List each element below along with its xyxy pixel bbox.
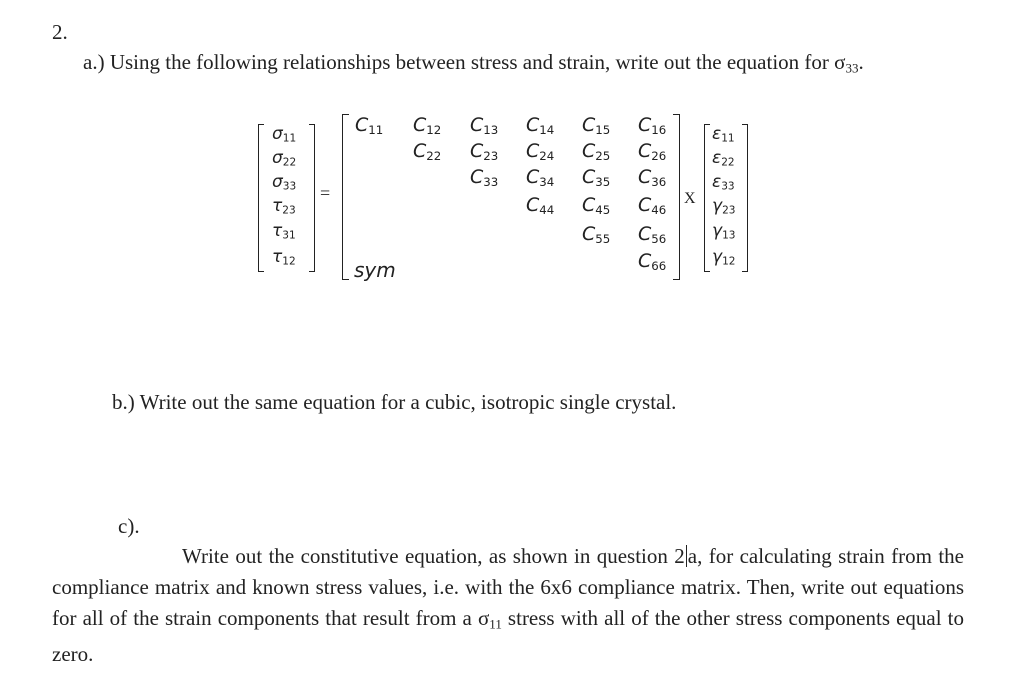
matrix-cell-c15: $C_{15}$ bbox=[582, 114, 611, 137]
part-a-prompt: a.) Using the following relationships between stress and strain, write out the equation for $\sigma_{33}$. bbox=[83, 50, 864, 76]
part-c-text-start: Write out the constitutive equation, as shown in question 2 bbox=[182, 544, 685, 568]
matrix-cell-c34: $C_{34}$ bbox=[526, 166, 555, 189]
sym-label: sym bbox=[354, 258, 396, 282]
strain-component-22: $\varepsilon_{22}$ bbox=[712, 148, 735, 169]
question-number: 2. bbox=[52, 20, 68, 44]
matrix-cell-c12: $C_{12}$ bbox=[413, 114, 442, 137]
matrix-cell-c26: $C_{26}$ bbox=[638, 140, 667, 163]
equals-sign: = bbox=[320, 183, 331, 203]
strain-component-12: $\gamma_{12}$ bbox=[712, 247, 736, 268]
matrix-cell-c46: $C_{46}$ bbox=[638, 194, 667, 217]
matrix-cell-c16: $C_{16}$ bbox=[638, 114, 667, 137]
stress-component-12: $\tau_{12}$ bbox=[272, 247, 296, 268]
matrix-cell-c45: $C_{45}$ bbox=[582, 194, 611, 217]
matrix-cell-c33: $C_{33}$ bbox=[470, 166, 499, 189]
matrix-cell-c23: $C_{23}$ bbox=[470, 140, 499, 163]
matrix-cell-c13: $C_{13}$ bbox=[470, 114, 499, 137]
matrix-cell-c36: $C_{36}$ bbox=[638, 166, 667, 189]
stress-component-23: $\tau_{23}$ bbox=[272, 196, 296, 217]
matrix-cell-c55: $C_{55}$ bbox=[582, 223, 611, 246]
part-c-paragraph bbox=[52, 541, 964, 670]
matrix-cell-c35: $C_{35}$ bbox=[582, 166, 611, 189]
matrix-cell-c44: $C_{44}$ bbox=[526, 194, 555, 217]
strain-component-11: $\varepsilon_{11}$ bbox=[712, 124, 735, 145]
strain-component-13: $\gamma_{13}$ bbox=[712, 221, 736, 242]
strain-vector-right-bracket bbox=[742, 124, 748, 272]
matrix-cell-c56: $C_{56}$ bbox=[638, 223, 667, 246]
matrix-cell-c24: $C_{24}$ bbox=[526, 140, 555, 163]
stress-component-11: $\sigma_{11}$ bbox=[272, 124, 297, 145]
matrix-left-bracket bbox=[342, 114, 349, 280]
stress-vector-right-bracket bbox=[309, 124, 315, 272]
strain-component-33: $\varepsilon_{33}$ bbox=[712, 172, 735, 193]
part-b-prompt: b.) Write out the same equation for a cubic, isotropic single crystal. bbox=[112, 390, 677, 414]
matrix-cell-c22: $C_{22}$ bbox=[413, 140, 442, 163]
stress-component-31: $\tau_{31}$ bbox=[272, 221, 296, 242]
multiply-sign: X bbox=[684, 190, 696, 207]
matrix-cell-c66: $C_{66}$ bbox=[638, 250, 667, 273]
stress-component-33: $\sigma_{33}$ bbox=[272, 172, 297, 193]
part-c-text-end: a, for calculating strain from the compliance matrix and known stress values, i.e. with the 6x6 compliance matrix. Then, write out equations for all of the strain components that result from a $\sigma_{11}$ stress with all of the other stress components equal to zero. bbox=[52, 544, 965, 667]
matrix-cell-c14: $C_{14}$ bbox=[526, 114, 555, 137]
part-c-label: c). bbox=[118, 514, 140, 538]
matrix-right-bracket bbox=[673, 114, 680, 280]
strain-vector-left-bracket bbox=[704, 124, 710, 272]
text-cursor bbox=[686, 545, 687, 567]
stress-strain-equation bbox=[0, 0, 1024, 300]
matrix-cell-c25: $C_{25}$ bbox=[582, 140, 611, 163]
stress-component-22: $\sigma_{22}$ bbox=[272, 148, 297, 169]
matrix-cell-c11: $C_{11}$ bbox=[355, 114, 384, 137]
strain-component-23: $\gamma_{23}$ bbox=[712, 196, 736, 217]
stress-vector-left-bracket bbox=[258, 124, 264, 272]
